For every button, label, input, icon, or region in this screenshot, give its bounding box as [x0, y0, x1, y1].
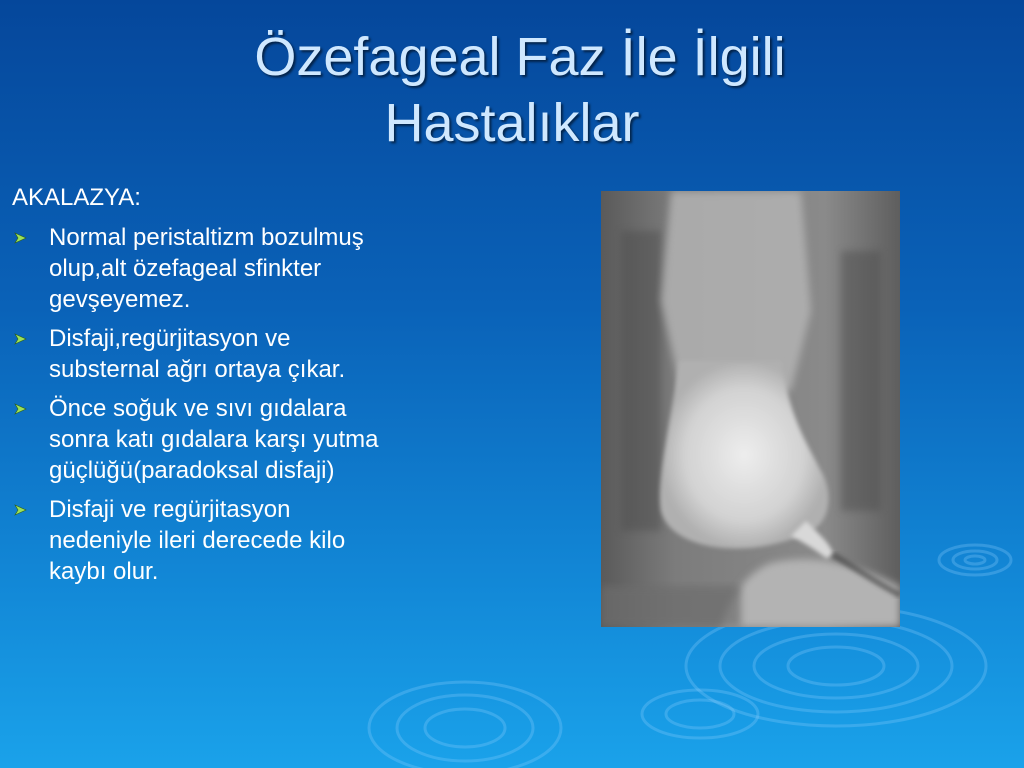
slide-title-line-2: Hastalıklar: [384, 93, 640, 153]
bullet-line: nedeniyle ileri derecede kilo: [49, 527, 346, 554]
bullet-line: substernal ağrı ortaya çıkar.: [49, 356, 346, 383]
bullet-item: [12, 494, 452, 587]
bullet-item: [12, 323, 452, 385]
bullet-line: Disfaji,regürjitasyon ve: [49, 325, 291, 352]
bullet-item: [12, 222, 452, 315]
bullet-line: kaybı olur.: [49, 558, 159, 585]
section-heading: AKALAZYA:: [12, 184, 141, 211]
bullet-line: Önce soğuk ve sıvı gıdalara: [49, 395, 347, 422]
arrow-bullet-icon: [14, 504, 27, 516]
bullet-line: olup,alt özefageal sfinkter: [49, 255, 322, 282]
arrow-bullet-icon: [14, 232, 27, 244]
arrow-bullet-icon: [14, 333, 27, 345]
bullet-item: [12, 393, 452, 486]
esophagus-xray-image: [601, 191, 900, 627]
xray-illustration: [601, 191, 900, 627]
slide-title-line-1: Özefageal Faz İle İlgili: [254, 27, 786, 87]
bullet-line: güçlüğü(paradoksal disfaji): [49, 457, 335, 484]
slide-title: [0, 24, 1024, 156]
bullet-line: Disfaji ve regürjitasyon: [49, 496, 291, 523]
bullet-line: gevşeyemez.: [49, 286, 191, 313]
bullet-line: Normal peristaltizm bozulmuş: [49, 224, 364, 251]
bullet-list: [12, 222, 452, 595]
bullet-line: sonra katı gıdalara karşı yutma: [49, 426, 379, 453]
arrow-bullet-icon: [14, 403, 27, 415]
